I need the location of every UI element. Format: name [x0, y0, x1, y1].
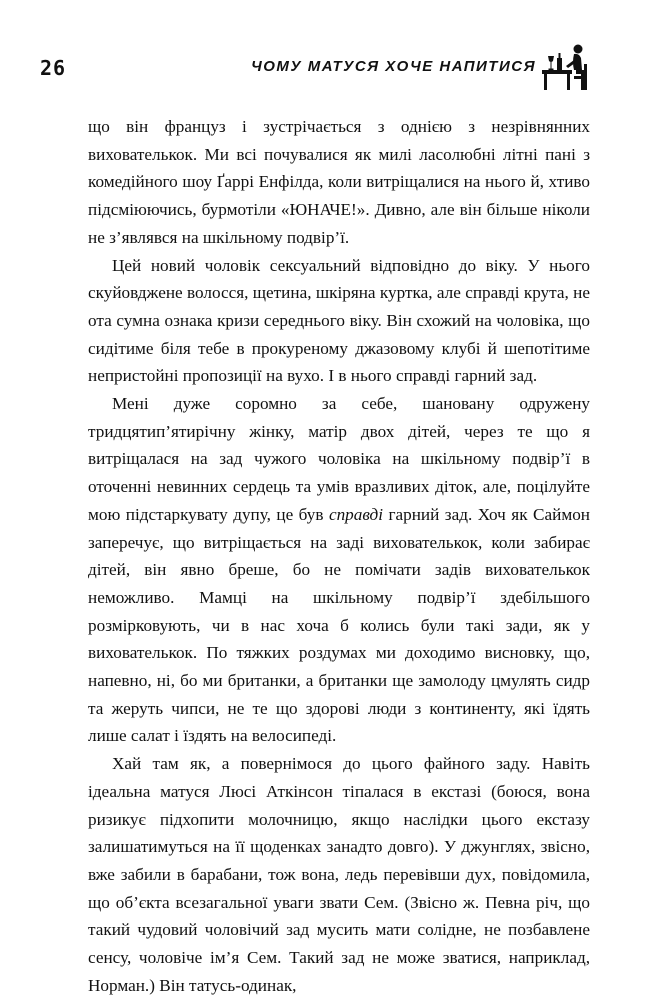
paragraph-1-text: що він француз і зустрічається з однією з незрівнянних вихователькок. Ми всі почувалися як милі ласолюбні літні пані з комедійного шоу Ґаррі Енфілда, коли витріщалися на нього й, хтиво підсміюючись, бурмотіли «ЮНАЧЕ!». Дивно, але він більше ніколи не з’являвся на шкільному подвір’ї. — [88, 117, 590, 247]
page-header — [40, 40, 588, 92]
body-text — [88, 113, 590, 1000]
paragraph-3-text-start: Мені дуже соромно за себе, шановану одружену тридцятип’ятирічну жінку, матір двох дітей, через те що я витріщалася на зад чужого чоловіка на шкільному подвір’ї в оточенні невинних сердець та умів вразливих діток, але, поцілуйте мою підстаркувату дупу, це був — [88, 394, 590, 524]
paragraph-2 — [88, 252, 590, 391]
page-number: 26 — [40, 56, 67, 80]
paragraph-4 — [88, 750, 590, 999]
paragraph-4-text: Хай там як, а повернімося до цього файного заду. Навіть ідеальна матуся Люсі Аткінсон тіпалася в екстазі (боюся, вона ризикує підхопити молочницю, якщо наслідки цього екстазу залишатимуться на її щоденках занадто довго). У джунглях, звісно, вже забили в барабани, тож вона, ледь перевівши дух, повідомила, що об’єкта всезагальної уваги звати Сем. (Звісно ж. Певна річ, що такий чудовий чоловічий зад мусить мати солідне, не позбавлене сенсу, чоловіче ім’я Сем. Такий зад не може зватися, наприклад, Норман.) Він татусь-одинак, — [88, 754, 590, 995]
running-title: ЧОМУ МАТУСЯ ХОЧЕ НАПИТИСЯ — [251, 58, 536, 75]
paragraph-3-text-end: гарний зад. Хоч як Саймон заперечує, що витріщається на заді вихователькок, коли забирає дітей, він явно бреше, бо не помічати задів вихователькок неможливо. Мамці на шкільному подвір’ї здебільшого розмірковують, чи в нас хоча б колись були такі зади, як у вихователькок. По тяжких роздумах ми доходимо висновку, що, напевно, ні, бо ми британки, а британки ще замолоду цмулять сидр та жеруть чипси, не те що здорові люди з континенту, які їдять лише салат і їздять на велосипеді. — [88, 504, 590, 746]
woman-at-desk-icon — [538, 40, 588, 92]
paragraph-2-text: Цей новий чоловік сексуальний відповідно до віку. У нього скуйовджене волосся, щетина, шкіряна куртка, але справді крута, не ота сумна ознака кризи середнього віку. Він схожий на чоловіка, що сидітиме біля тебе в прокуреному джазовому клубі й шепотітиме непристойні пропозиції на вухо. І в нього справді гарний зад. — [88, 255, 590, 386]
paragraph-1 — [88, 113, 590, 252]
paragraph-3 — [88, 390, 590, 750]
paragraph-3-emphasis: справді — [328, 504, 383, 524]
